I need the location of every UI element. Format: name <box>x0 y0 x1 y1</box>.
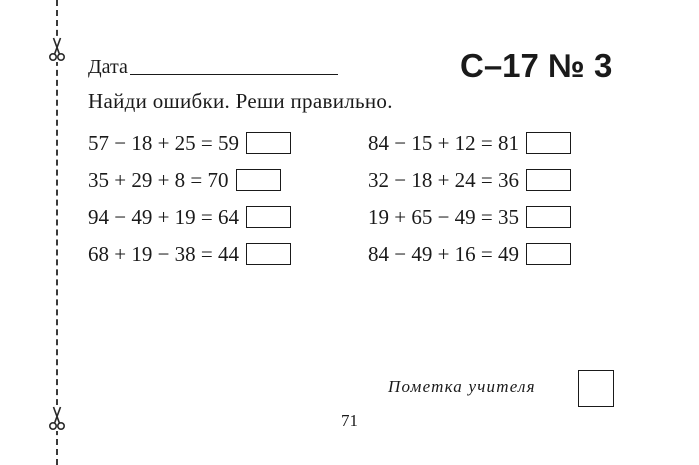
equation-row <box>88 198 291 235</box>
equation-row <box>368 124 571 161</box>
scissors-icon <box>48 36 66 62</box>
answer-box[interactable] <box>236 169 281 191</box>
equation-text: 32 − 18 + 24 = 36 <box>368 167 520 192</box>
equations-right-column <box>368 124 571 272</box>
equation-row <box>88 235 291 272</box>
equation-row <box>368 198 571 235</box>
equation-text: 68 + 19 − 38 = 44 <box>88 241 240 266</box>
date-blank-line[interactable] <box>130 74 338 75</box>
equation-text: 19 + 65 − 49 = 35 <box>368 204 520 229</box>
cut-line <box>56 0 58 465</box>
scissors-icon <box>48 405 66 431</box>
equation-text: 94 − 49 + 19 = 64 <box>88 204 240 229</box>
equation-text: 84 − 49 + 16 = 49 <box>368 241 520 266</box>
answer-box[interactable] <box>526 132 571 154</box>
answer-box[interactable] <box>526 243 571 265</box>
date-label: Дата <box>88 56 128 78</box>
instruction-text: Найди ошибки. Реши правильно. <box>88 89 393 113</box>
equation-text: 84 − 15 + 12 = 81 <box>368 130 520 155</box>
answer-box[interactable] <box>526 206 571 228</box>
equations-left-column <box>88 124 291 272</box>
equation-row <box>368 161 571 198</box>
answer-box[interactable] <box>246 243 291 265</box>
answer-box[interactable] <box>246 132 291 154</box>
teacher-note-label: Пометка учителя <box>388 377 536 396</box>
answer-box[interactable] <box>246 206 291 228</box>
equation-row <box>368 235 571 272</box>
equation-text: 57 − 18 + 25 = 59 <box>88 130 240 155</box>
date-field <box>88 56 338 78</box>
equation-row <box>88 161 291 198</box>
answer-box[interactable] <box>526 169 571 191</box>
teacher-note-box[interactable] <box>578 370 614 407</box>
work-code: С–17 № 3 <box>460 47 613 84</box>
equation-row <box>88 124 291 161</box>
equation-text: 35 + 29 + 8 = 70 <box>88 167 229 192</box>
page-number: 71 <box>341 411 358 430</box>
